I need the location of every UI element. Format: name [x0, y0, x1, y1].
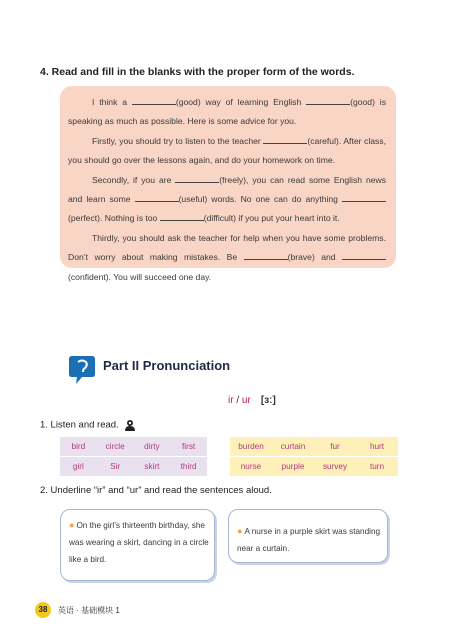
table-row: girl Sir skirt third — [72, 462, 197, 471]
sentence-card-1: ● On the girl’s thirteenth birthday, she was wearing a skirt, dancing in a circle like a bird. — [60, 509, 215, 581]
listen-heading: 1. Listen and read. — [40, 419, 136, 431]
listen-audio-icon[interactable] — [124, 419, 136, 431]
ur-word-table — [230, 437, 398, 476]
blank-4[interactable] — [175, 173, 219, 183]
table-row: nurse purple survey turn — [240, 462, 385, 471]
blank-2[interactable] — [306, 95, 350, 105]
blank-9[interactable] — [342, 250, 386, 260]
blank-6[interactable] — [342, 192, 386, 202]
paragraph-1: I think a (good) way of learning English (good) is speaking as much as possible. Here is some advice for you. — [68, 97, 386, 127]
page-number: 38 — [35, 602, 51, 618]
ir-word-table — [60, 437, 207, 476]
blank-5[interactable] — [135, 192, 179, 202]
book-title: 英语 · 基础模块 1 — [58, 606, 120, 615]
blank-3[interactable] — [263, 134, 307, 144]
phonics-label: ir / ur [ɜː] — [228, 395, 276, 406]
bullet-icon: ● — [69, 520, 75, 530]
blank-7[interactable] — [160, 211, 204, 221]
blank-1[interactable] — [132, 95, 176, 105]
speech-bubble-icon — [68, 354, 96, 386]
part-title: Part II Pronunciation — [103, 358, 231, 373]
underline-heading: 2. Underline “ir” and “ur” and read the sentences aloud. — [40, 485, 272, 496]
paragraph-4: Thirdly, you should ask the teacher for help when you have some problems. Don’t worry about making mistakes. Be (brave) and (confident). You will succeed one day. — [68, 232, 386, 282]
passage — [68, 93, 386, 287]
paragraph-2: Firstly, you should try to listen to the teacher (careful). After class, you should go over the lessons again, and do your homework on time. — [68, 135, 386, 166]
section4-title: 4. Read and fill in the blanks with the proper form of the words. — [40, 66, 355, 78]
paragraph-3: Secondly, if you are (freely), you can read some English news and learn some (useful) words. No one can do anything (perfect). Nothing is too (difficult) if you put your heart into it. — [68, 174, 387, 224]
blank-8[interactable] — [244, 250, 288, 260]
bullet-icon: ● — [237, 526, 243, 536]
table-row: burden curtain fur hurt — [230, 437, 398, 457]
sentence-card-2: ● A nurse in a purple skirt was standing near a curtain. — [228, 509, 388, 563]
table-row: bird circle dirty first — [60, 437, 207, 457]
